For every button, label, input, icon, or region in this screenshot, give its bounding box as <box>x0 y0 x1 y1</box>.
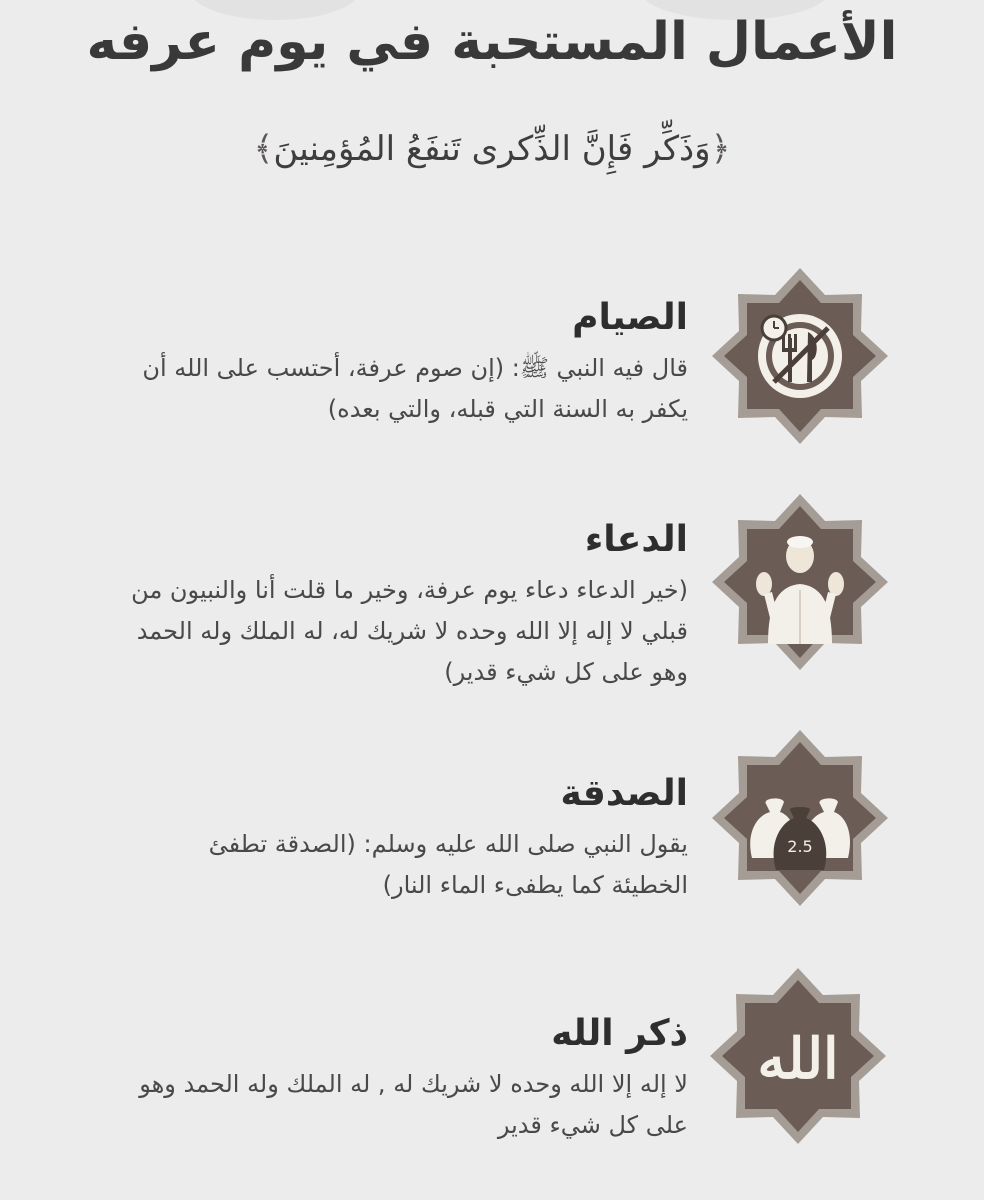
remembrance-badge <box>710 968 886 1144</box>
item-heading: الصدقة <box>560 773 688 814</box>
item-body: يقول النبي صلى الله عليه وسلم: (الصدقة تطفئ الخطيئة كما يطفىء الماء النار) <box>208 830 688 899</box>
no-food-icon <box>758 314 842 398</box>
fasting-badge <box>712 268 888 444</box>
item-heading: الدعاء <box>584 519 688 560</box>
verse-close-bracket: ﴾ <box>253 129 274 169</box>
item-heading: ذكر الله <box>551 1013 688 1054</box>
quran-verse <box>0 128 984 169</box>
item-body: (خير الدعاء دعاء يوم عرفة، وخير ما قلت أنا والنبيون من قبلي لا إله إلا الله وحده لا شريك له، له الملك وله الحمد وهو على كل شيء قدير) <box>131 576 688 686</box>
item-body: لا إله إلا الله وحده لا شريك له , له الملك وله الحمد وهو على كل شيء قدير <box>139 1070 688 1139</box>
item-heading: الصيام <box>572 297 688 338</box>
charity-badge <box>712 730 888 906</box>
supplication-badge <box>712 494 888 670</box>
charity-text <box>128 770 688 906</box>
bag-label: 2.5 <box>787 837 813 856</box>
item-body: قال فيه النبي ﷺ: (إن صوم عرفة، أحتسب على الله أن يكفر به السنة التي قبله، والتي بعده) <box>142 354 688 423</box>
supplication-text <box>128 516 688 693</box>
page-title: الأعمال المستحبة في يوم عرفه <box>86 12 898 72</box>
fasting-text <box>128 294 688 430</box>
verse-text: وَذَكِّر فَإِنَّ الذِّكرى تَنفَعُ المُؤمِنينَ <box>273 129 711 169</box>
verse-open-bracket: ﴿ <box>710 129 731 169</box>
remembrance-text <box>128 1010 688 1146</box>
allah-calligraphy-icon: الله <box>757 1026 839 1092</box>
